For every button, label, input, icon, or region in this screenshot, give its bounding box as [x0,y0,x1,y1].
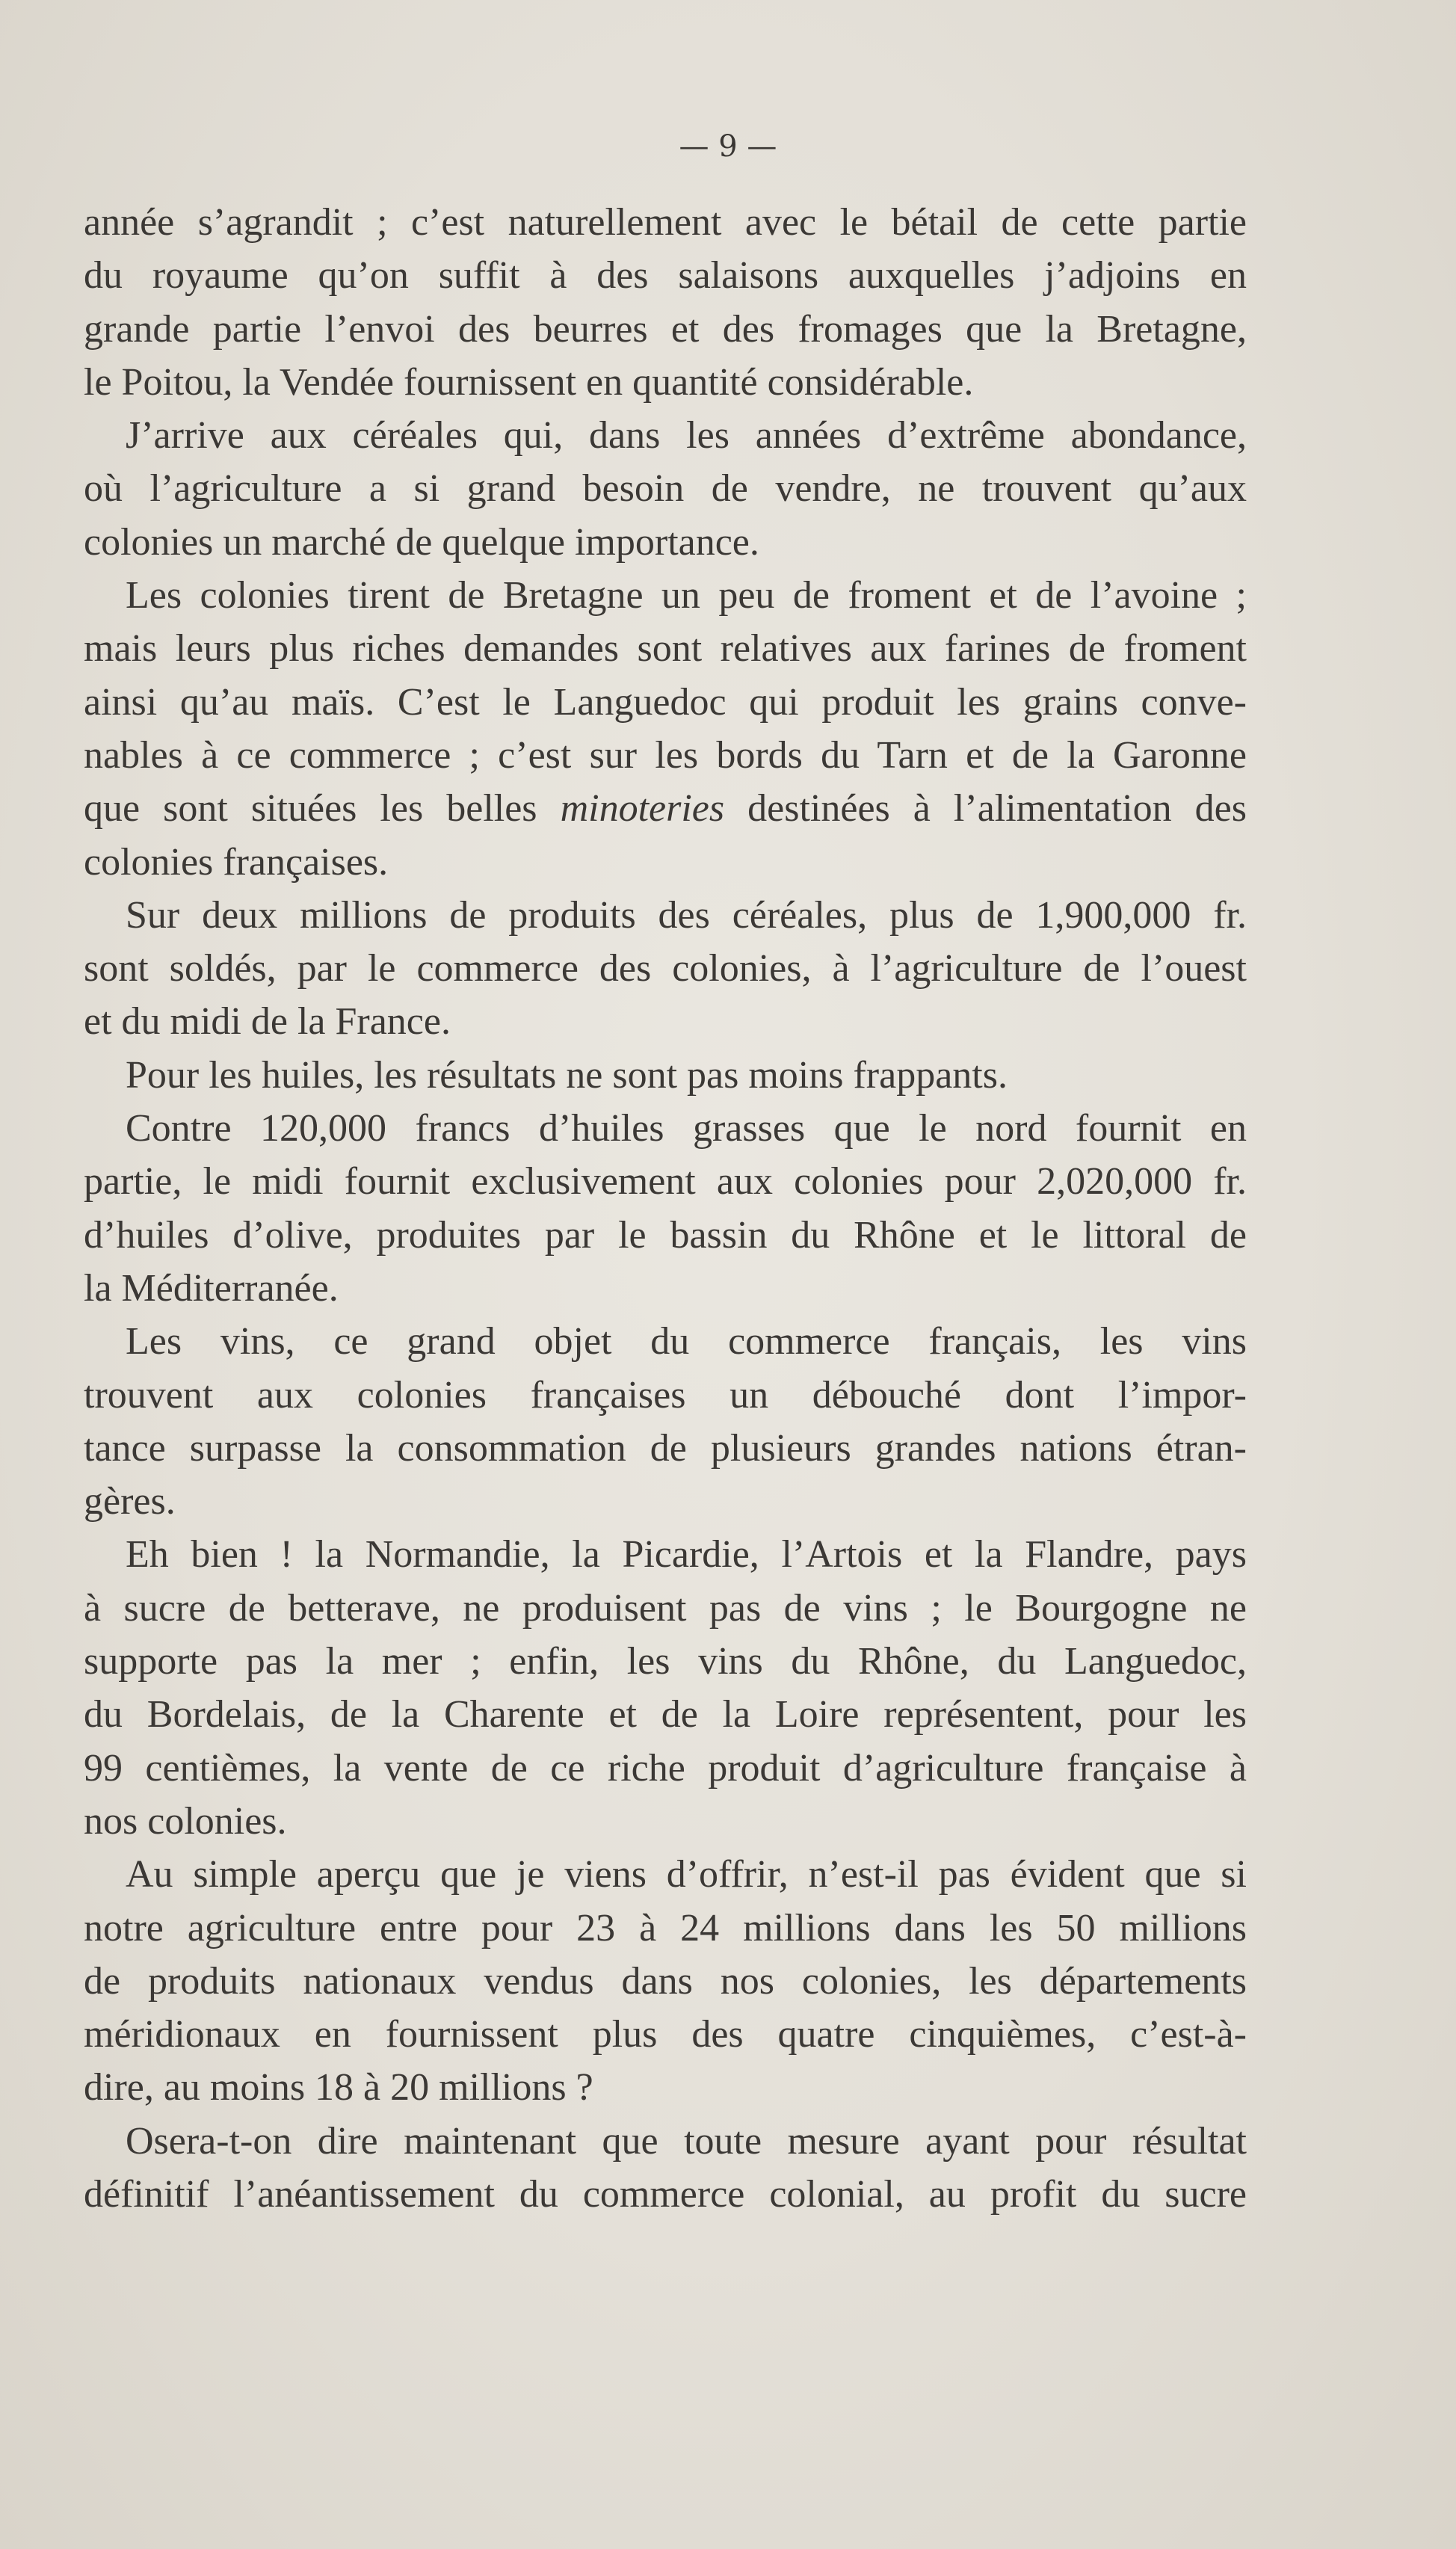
paragraph [84,569,1247,889]
text-line: et du midi de la France. [84,1000,451,1044]
text-line: trouvent aux colonies françaises un débouché dont l’impor- [84,1373,1247,1417]
text-line: définitif l’anéantissement du commerce colonial, au profit du sucre [84,2172,1247,2216]
text-line: Osera-t-on dire maintenant que toute mesure ayant pour résultat [126,2119,1247,2163]
text-line: nos colonies. [84,1799,287,1843]
text-line: du royaume qu’on suffit à des salaisons auxquelles j’adjoins en [84,254,1247,298]
body-text [84,196,1247,2221]
paragraph [84,1848,1247,2114]
text-line: Les vins, ce grand objet du commerce français, les vins [126,1320,1247,1363]
text-line: colonies un marché de quelque importance. [84,520,759,564]
text-line: nables à ce commerce ; c’est sur les bords du Tarn et de la Garonne [84,733,1247,777]
text-line: la Méditerranée. [84,1266,339,1310]
paragraph [84,1049,1247,1102]
text-line [84,782,1247,835]
paragraph [84,196,1247,409]
text-line: du Bordelais, de la Charente et de la Loire représentent, pour les [84,1693,1247,1736]
paragraph [84,1528,1247,1848]
text-line: Eh bien ! la Normandie, la Picardie, l’Artois et la Flandre, pays [126,1533,1247,1576]
text-line: Au simple aperçu que je viens d’offrir, n’est-il pas évident que si [126,1853,1247,1896]
text-line: grande partie l’envoi des beurres et des fromages que la Bretagne, [84,307,1247,351]
page-number: — 9 — [679,129,777,164]
emphasized-term: minoteries [560,787,725,830]
text-line: J’arrive aux céréales qui, dans les années d’extrême abondance, [126,414,1247,457]
text-line: supporte pas la mer ; enfin, les vins du Rhône, du Languedoc, [84,1640,1247,1683]
text-line: d’huiles d’olive, produites par le bassin du Rhône et le littoral de [84,1213,1247,1257]
text-line: mais leurs plus riches demandes sont relatives aux farines de froment [84,627,1247,671]
text-line: partie, le midi fournit exclusivement aux colonies pour 2,020,000 fr. [84,1160,1247,1203]
text-line: de produits nationaux vendus dans nos colonies, les départements [84,1959,1247,2003]
text-line: 99 centièmes, la vente de ce riche produit d’agriculture française à [84,1746,1247,1790]
text-run: destinées à l’alimentation des [724,787,1247,830]
text-line: tance surpasse la consommation de plusieurs grandes nations étran- [84,1426,1247,1470]
text-line: colonies françaises. [84,840,389,884]
paragraph [84,1315,1247,1528]
text-line: gères. [84,1480,176,1523]
text-line: Sur deux millions de produits des céréales, plus de 1,900,000 fr. [126,893,1247,937]
text-line: Les colonies tirent de Bretagne un peu de froment et de l’avoine ; [126,574,1247,617]
text-run: que sont situées les belles [84,787,561,830]
text-line: ainsi qu’au maïs. C’est le Languedoc qui produit les grains conve- [84,680,1247,724]
text-line: Pour les huiles, les résultats ne sont pas moins frappants. [126,1053,1008,1097]
text-line: Contre 120,000 francs d’huiles grasses que le nord fournit en [126,1107,1247,1150]
text-line: dire, au moins 18 à 20 millions ? [84,2066,593,2109]
paragraph [84,1102,1247,1315]
paragraph [84,409,1247,569]
text-line: à sucre de betterave, ne produisent pas de vins ; le Bourgogne ne [84,1586,1247,1630]
text-line: notre agriculture entre pour 23 à 24 millions dans les 50 millions [84,1906,1247,1949]
text-line: où l’agriculture a si grand besoin de vendre, ne trouvent qu’aux [84,467,1247,511]
paragraph [84,889,1247,1049]
text-line: le Poitou, la Vendée fournissent en quantité considérable. [84,360,974,404]
text-line: méridionaux en fournissent plus des quatre cinquièmes, c’est-à- [84,2013,1247,2056]
text-line: année s’agrandit ; c’est naturellement avec le bétail de cette partie [84,201,1247,244]
text-line: sont soldés, par le commerce des colonies, à l’agriculture de l’ouest [84,947,1247,990]
paragraph [84,2115,1247,2222]
